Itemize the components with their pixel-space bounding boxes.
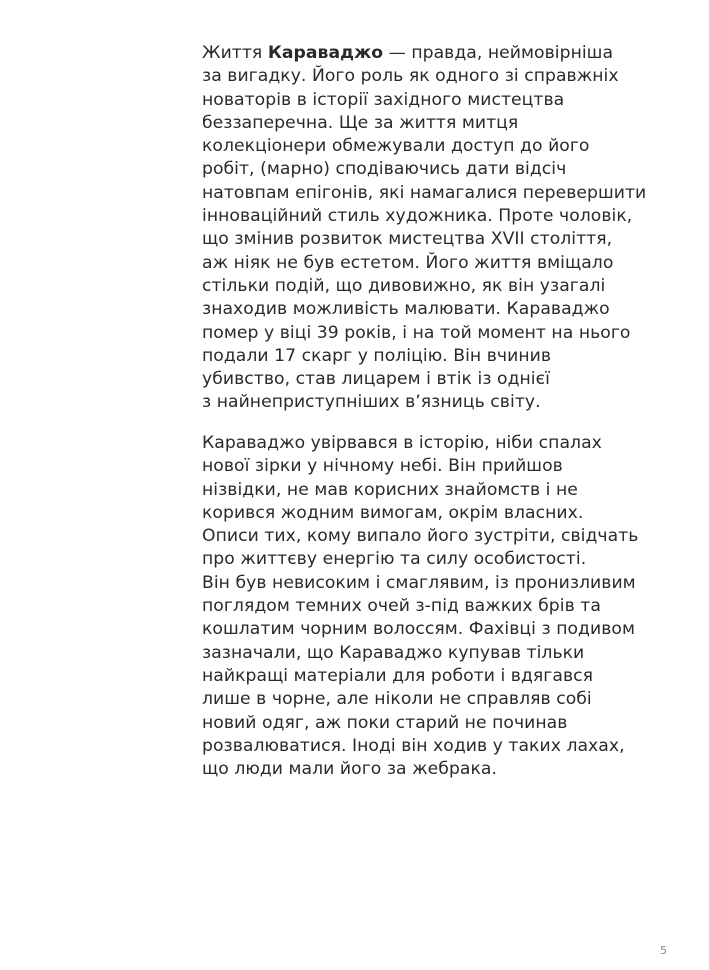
- paragraph-line: [202, 42, 672, 65]
- paragraph-line: нової зірки у нічному небі. Він прийшов: [202, 456, 563, 477]
- paragraph-line: Караваджо увірвався в історію, ніби спалах: [202, 433, 602, 453]
- line-start: Життя: [202, 43, 268, 63]
- paragraph-line: Описи тих, кому випало його зустріти, свідчать: [202, 526, 639, 547]
- paragraph-line: Він був невисоким і смаглявим, із пронизливим: [202, 572, 636, 593]
- paragraph-2: [202, 432, 672, 781]
- line-end: — правда, неймовірніша: [383, 43, 614, 63]
- paragraph-line: беззаперечна. Ще за життя митця: [202, 112, 519, 133]
- paragraph-line: аж ніяк не був естетом. Його життя вміщало: [202, 252, 614, 273]
- paragraph-line: корився жодним вимогам, окрім власних.: [202, 502, 584, 523]
- paragraph-line: помер у віці 39 років, і на той момент на нього: [202, 322, 631, 343]
- paragraph-line: за вигадку. Його роль як одного зі справжніх: [202, 66, 619, 87]
- page-number: 5: [660, 944, 667, 957]
- paragraph-line: що змінив розвиток мистецтва XVII століття,: [202, 229, 613, 250]
- paragraph-line: нізвідки, не мав корисних знайомств і не: [202, 479, 578, 500]
- paragraph-line: новаторів в історії західного мистецтва: [202, 89, 565, 110]
- paragraph-1: [202, 42, 672, 415]
- paragraph-line: стільки подій, що дивовижно, як він узагалі: [202, 275, 606, 296]
- paragraph-line: лише в чорне, але ніколи не справляв собі: [202, 689, 592, 710]
- paragraph-line: натовпам епігонів, які намагалися перевершити: [202, 182, 647, 203]
- paragraph-line: робіт, (марно) сподіваючись дати відсіч: [202, 159, 567, 180]
- paragraph-line: найкращі матеріали для роботи і вдягався: [202, 665, 594, 686]
- paragraph-line: про життєву енергію та силу особистості.: [202, 549, 587, 570]
- paragraph-line: подали 17 скарг у поліцію. Він вчинив: [202, 345, 552, 366]
- paragraph-line: колекціонери обмежували доступ до його: [202, 136, 590, 157]
- paragraph-line: з найнеприступніших в’язниць світу.: [202, 392, 541, 413]
- paragraph-line: новий одяг, аж поки старий не починав: [202, 712, 568, 733]
- paragraph-line: знаходив можливість малювати. Караваджо: [202, 299, 610, 320]
- paragraph-line: кошлатим чорним волоссям. Фахівці з подивом: [202, 619, 635, 640]
- paragraph-line: розвалюватися. Іноді він ходив у таких лахах,: [202, 735, 625, 756]
- paragraph-line: поглядом темних очей з-під важких брів та: [202, 596, 601, 617]
- paragraph-line: інноваційний стиль художника. Проте чоловік,: [202, 206, 633, 227]
- paragraph-line: зазначали, що Караваджо купував тільки: [202, 642, 585, 663]
- bold-name: Караваджо: [267, 43, 384, 63]
- paragraph-line: що люди мали його за жебрака.: [202, 759, 498, 780]
- paragraph-line: убивство, став лицарем і втік із однієї: [202, 369, 550, 390]
